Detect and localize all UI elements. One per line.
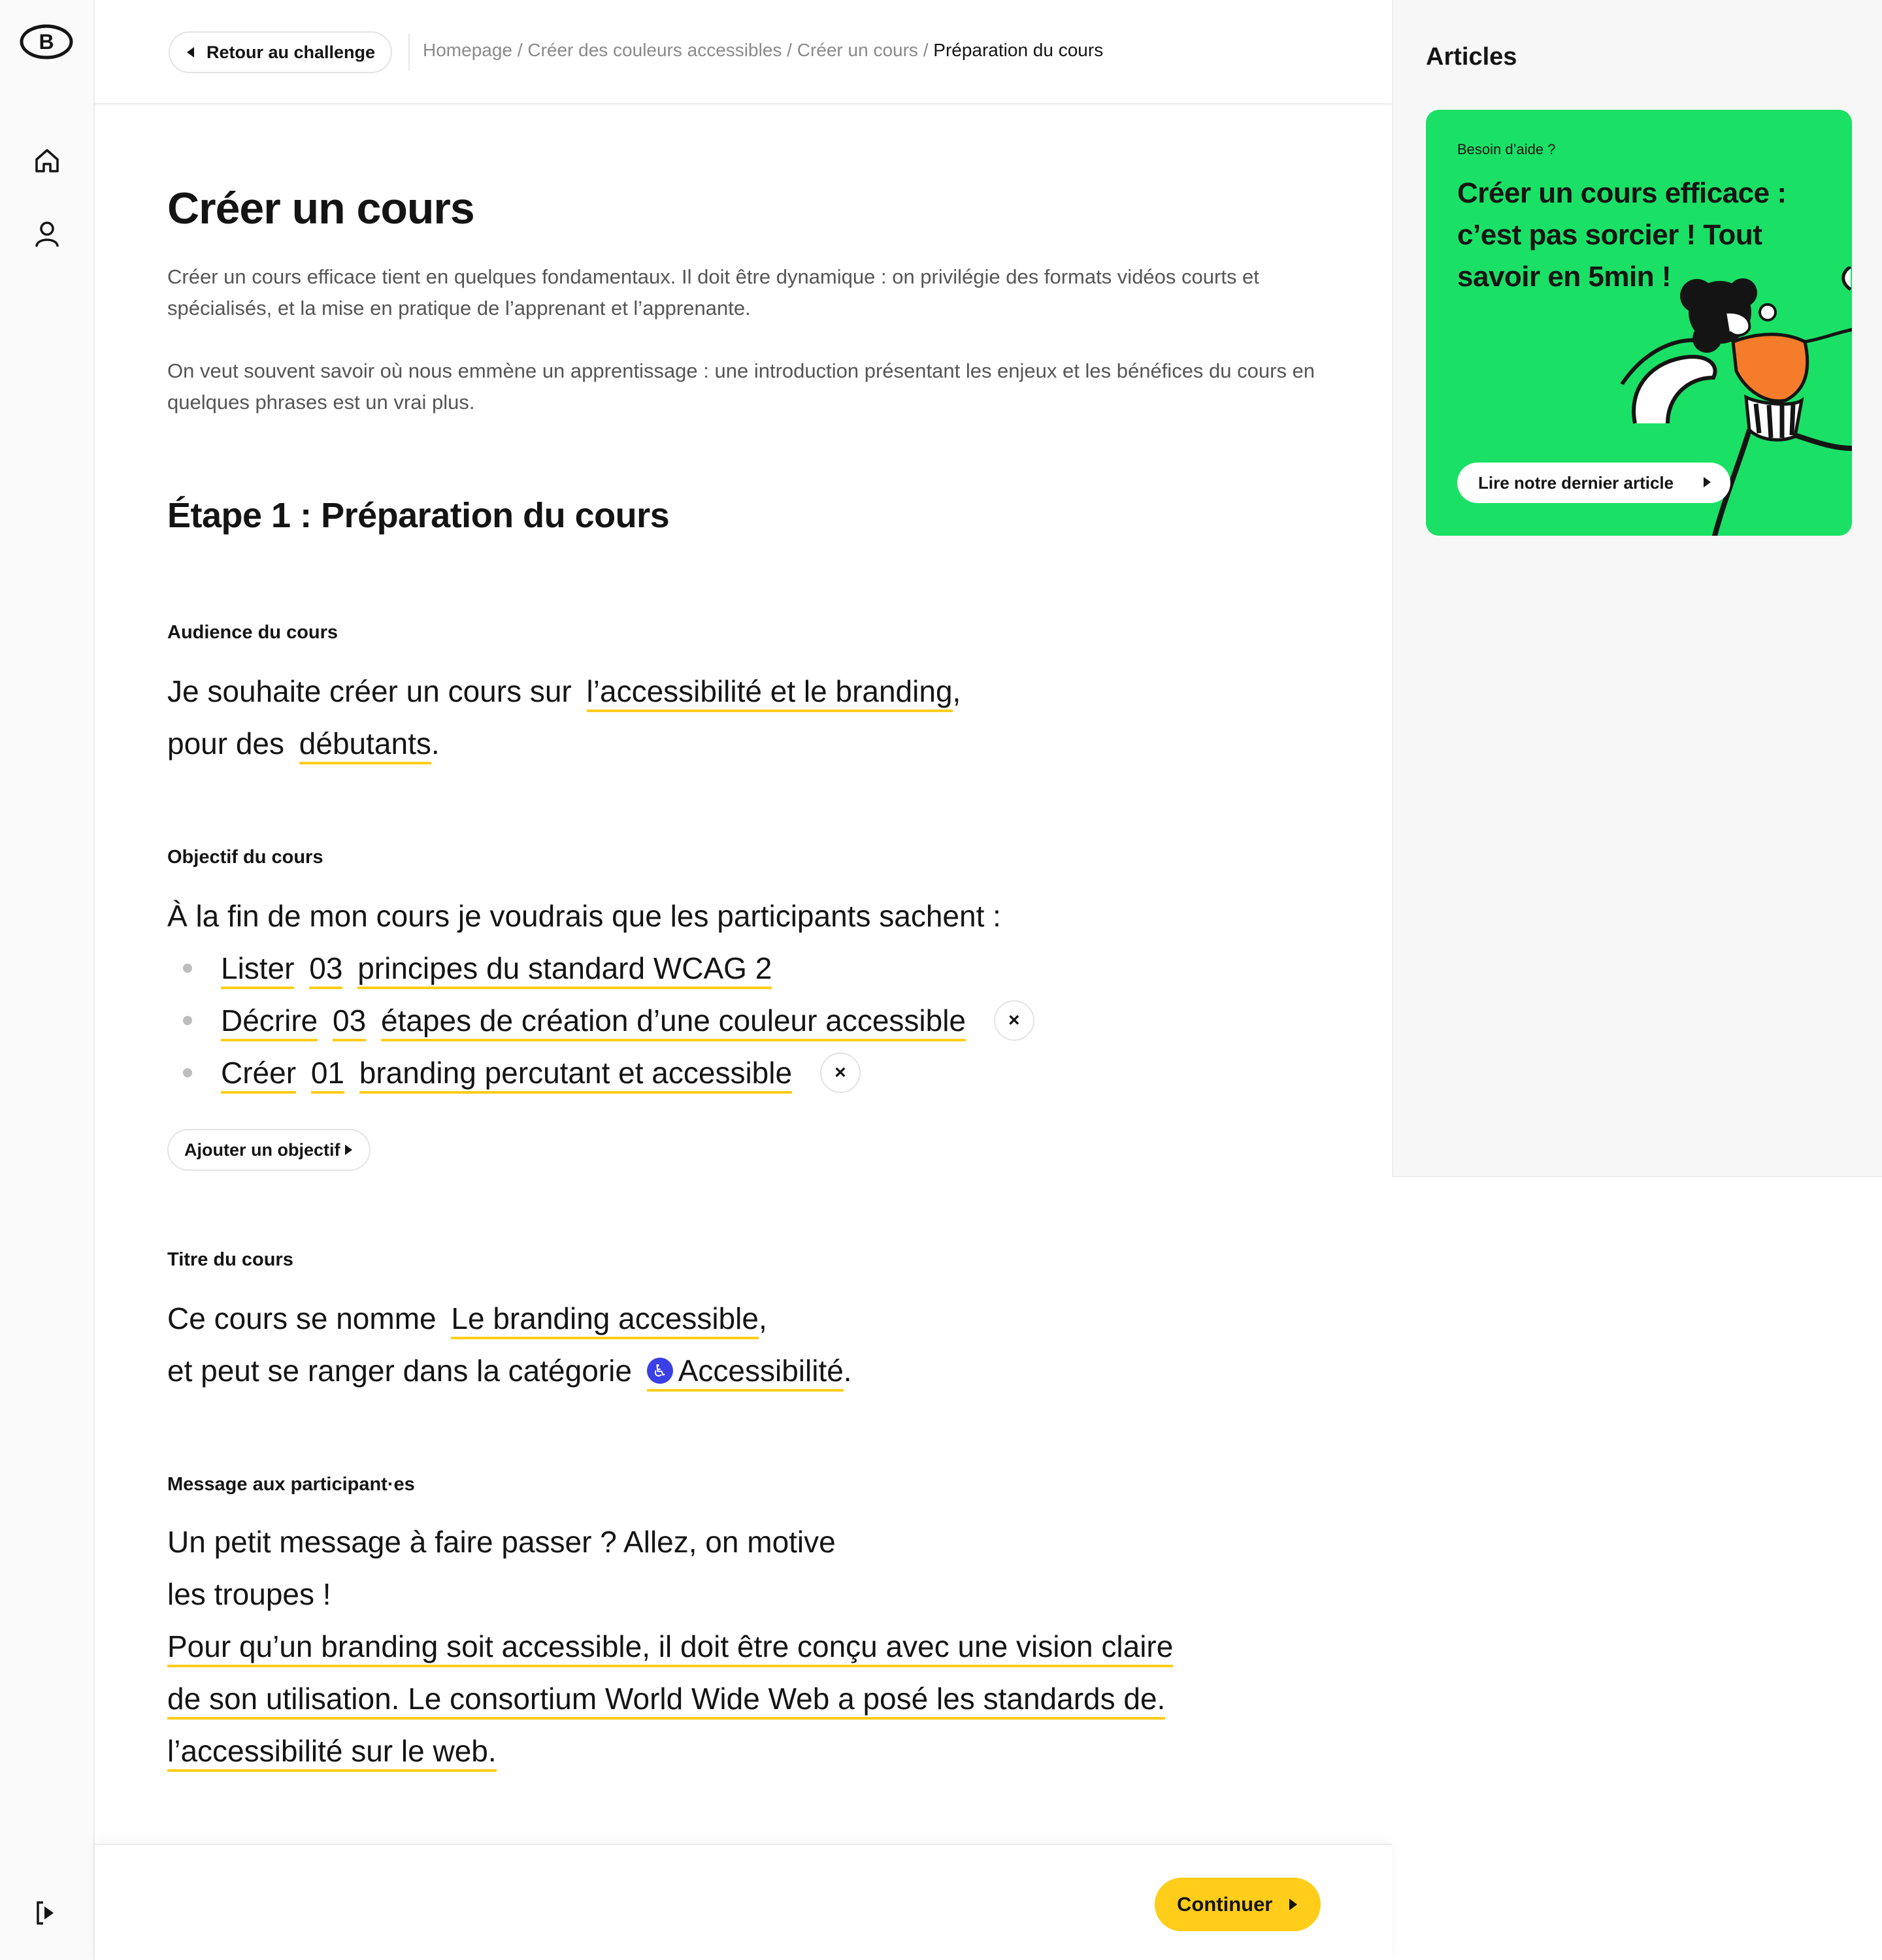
objective-count-field[interactable]: 03 xyxy=(333,1004,366,1041)
breadcrumb-item-homepage[interactable]: Homepage / xyxy=(423,40,523,60)
continue-button[interactable] xyxy=(1155,1878,1321,1931)
read-article-button[interactable] xyxy=(1457,463,1730,503)
brand-logo[interactable] xyxy=(20,22,73,60)
audience-comma: , xyxy=(952,674,961,708)
audience-prefix: Je souhaite créer un cours sur xyxy=(167,674,572,708)
category-prefix: et peut se ranger dans la catégorie xyxy=(167,1354,632,1388)
intro-paragraph-1: Créer un cours efficace tient en quelques fondamentaux. Il doit être dynamique : on privilégie des formats vidéos courts et spécialisés, et la mise en pratique de l’apprenant et l’apprenante. xyxy=(167,265,1259,319)
course-title-prefix: Ce cours se nomme xyxy=(167,1301,437,1335)
caret-left-icon xyxy=(187,47,194,57)
objective-text-field[interactable]: branding percutant et accessible xyxy=(359,1056,792,1094)
audience-sentence-line-1 xyxy=(167,665,961,717)
message-textarea[interactable] xyxy=(167,1516,1344,1777)
audience-topic-field[interactable]: l’accessibilité et le branding xyxy=(587,674,953,712)
objective-item xyxy=(221,942,772,994)
message-text-line: l’accessibilité sur le web. xyxy=(167,1734,497,1772)
article-title: Créer un cours efficace : c’est pas sorcier ! Tout savoir en 5min ! xyxy=(1457,177,1787,293)
message-text-line: Pour qu’un branding soit accessible, il doit être conçu avec une vision claire xyxy=(167,1629,1173,1667)
course-title-label: Titre du cours xyxy=(167,1249,293,1270)
back-to-challenge-button[interactable] xyxy=(169,31,392,73)
add-objective-label: Ajouter un objectif xyxy=(184,1140,340,1160)
message-text-line: de son utilisation. Le consortium World Wide Web a posé les standards de. xyxy=(167,1682,1165,1720)
course-name-field[interactable]: Le branding accessible xyxy=(451,1301,759,1339)
objective-count-field[interactable]: 03 xyxy=(309,951,342,989)
article-kicker: Besoin d’aide ? xyxy=(1457,141,1556,157)
objective-verb-field[interactable]: Créer xyxy=(221,1056,296,1094)
list-bullet xyxy=(183,1016,192,1025)
audience-level-field[interactable]: débutants xyxy=(299,727,431,764)
left-rail xyxy=(0,0,95,1960)
breadcrumb-item-creer-cours[interactable]: Créer un cours / xyxy=(797,40,929,60)
logo-letter: B xyxy=(39,30,54,54)
objective-label: Objectif du cours xyxy=(167,847,323,868)
course-title-line-1 xyxy=(167,1292,767,1345)
intro-paragraph-2: On veut souvent savoir où nous emmène un apprentissage : une introduction présentant les enjeux et les bénéfices du cours en quelques phrases est un vrai plus. xyxy=(167,359,1315,414)
close-icon: × xyxy=(834,1061,846,1083)
objective-text-field[interactable]: principes du standard WCAG 2 xyxy=(357,951,772,989)
objective-item xyxy=(221,994,1034,1047)
message-placeholder-line: les troupes ! xyxy=(167,1577,331,1611)
category-field[interactable] xyxy=(647,1354,844,1392)
home-icon[interactable] xyxy=(31,145,63,176)
step-title: Étape 1 : Préparation du cours xyxy=(167,496,670,535)
close-icon: × xyxy=(1008,1009,1020,1031)
back-button-label: Retour au challenge xyxy=(206,42,376,62)
accessibility-icon: ♿ xyxy=(647,1358,673,1384)
audience-label: Audience du cours xyxy=(167,622,338,643)
breadcrumb-item-couleurs[interactable]: Créer des couleurs accessibles / xyxy=(527,40,792,60)
objective-verb-field[interactable]: Décrire xyxy=(221,1004,318,1041)
remove-objective-button[interactable] xyxy=(994,1000,1034,1041)
course-title-line-2 xyxy=(167,1345,852,1397)
caret-right-icon xyxy=(1289,1899,1297,1910)
objective-item xyxy=(221,1047,861,1099)
read-article-label: Lire notre dernier article xyxy=(1478,473,1674,493)
caret-right-icon xyxy=(345,1145,352,1155)
course-title-comma: , xyxy=(758,1301,767,1335)
remove-objective-button[interactable] xyxy=(820,1053,861,1093)
breadcrumb-current: Préparation du cours xyxy=(933,40,1104,60)
audience-sentence-line-2 xyxy=(167,717,440,770)
logout-icon[interactable] xyxy=(31,1897,63,1929)
caret-right-icon xyxy=(1704,477,1711,487)
footer-bar xyxy=(95,1844,1392,1960)
message-label: Message aux participant·es xyxy=(167,1474,415,1495)
message-placeholder-line: Un petit message à faire passer ? Allez, on motive xyxy=(167,1525,836,1559)
continue-label: Continuer xyxy=(1177,1893,1273,1916)
audience-mid: pour des xyxy=(167,727,285,760)
articles-sidebar xyxy=(1392,0,1882,1177)
divider xyxy=(408,34,410,71)
top-bar xyxy=(95,0,1392,105)
objective-text-field[interactable]: étapes de création d’une couleur accessible xyxy=(381,1004,966,1041)
objective-verb-field[interactable]: Lister xyxy=(221,951,294,989)
list-bullet xyxy=(183,964,192,973)
audience-end: . xyxy=(431,727,440,760)
list-bullet xyxy=(183,1068,192,1077)
add-objective-button[interactable] xyxy=(167,1129,371,1171)
user-icon[interactable] xyxy=(31,218,63,250)
article-card[interactable] xyxy=(1426,110,1852,536)
breadcrumb xyxy=(423,40,1103,61)
articles-title: Articles xyxy=(1426,43,1517,71)
objective-count-field[interactable]: 01 xyxy=(311,1056,344,1094)
page-title: Créer un cours xyxy=(167,184,474,233)
category-value: Accessibilité xyxy=(678,1354,844,1388)
category-end: . xyxy=(843,1354,852,1388)
objective-intro: À la fin de mon cours je voudrais que les participants sachent : xyxy=(167,899,1001,933)
